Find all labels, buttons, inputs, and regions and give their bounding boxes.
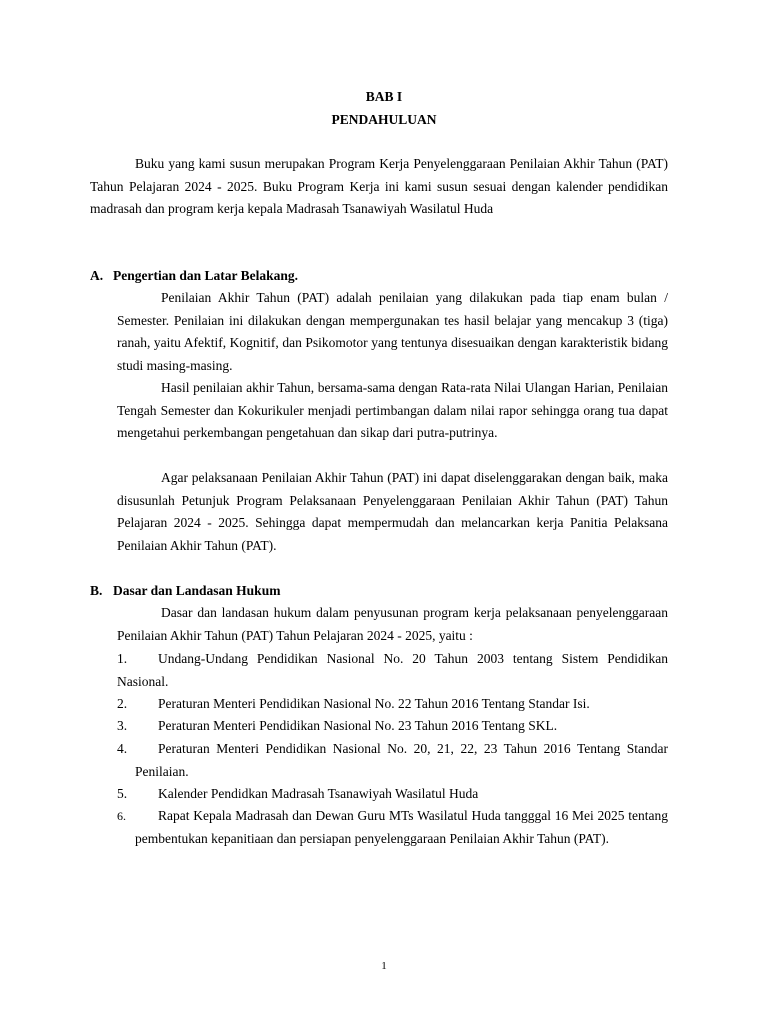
section-a-paragraph-1: Penilaian Akhir Tahun (PAT) adalah penilaian yang dilakukan pada tiap enam bulan / Semester. Penilaian ini dilakukan dengan mempergunakan tes hasil belajar yang mencakup 3 (tiga) ranah, yaitu Afektif, Kognitif, dan Psikomotor yang tentunya disesuaikan dengan karakteristik bidang studi masing-masing. — [117, 290, 668, 373]
section-b-heading — [90, 583, 280, 599]
item-text: Kalender Pendidkan Madrasah Tsanawiyah Wasilatul Huda — [158, 786, 479, 801]
item-text: Peraturan Menteri Pendidikan Nasional No. 20, 21, 22, 23 Tahun 2016 Tentang Standar Penilaian. — [135, 741, 668, 779]
legal-basis-item-1 — [117, 648, 668, 693]
item-number: 4. — [117, 741, 128, 756]
item-text: Peraturan Menteri Pendidikan Nasional No. 22 Tahun 2016 Tentang Standar Isi. — [158, 696, 590, 711]
section-b-title: Dasar dan Landasan Hukum — [113, 583, 281, 598]
legal-basis-item-4 — [117, 738, 668, 783]
section-b-intro: Dasar dan landasan hukum dalam penyusunan program kerja pelaksanaan penyelenggaraan Penilaian Akhir Tahun (PAT) Tahun Pelajaran 2024 - 2025, yaitu : — [117, 605, 668, 643]
intro-paragraph: Buku yang kami susun merupakan Program Kerja Penyelenggaraan Penilaian Akhir Tahun (PAT) Tahun Pelajaran 2024 - 2025. Buku Program Kerja ini kami susun sesuai dengan kalender pendidikan madrasah dan program kerja kepala Madrasah Tsanawiyah Wasilatul Huda — [90, 156, 668, 216]
legal-basis-item-3 — [117, 715, 668, 738]
chapter-title: PENDAHULUAN — [331, 112, 437, 127]
chapter-label: BAB I — [365, 89, 403, 104]
page-number: 1 — [381, 960, 387, 972]
item-number: 2. — [117, 696, 128, 711]
section-a-paragraph-3: Agar pelaksanaan Penilaian Akhir Tahun (PAT) ini dapat diselenggarakan dengan baik, maka disusunlah Petunjuk Program Pelaksanaan Penyelenggaraan Penilaian Akhir Tahun (PAT) Tahun Pelajaran 2024 - 2025. Sehingga dapat mempermudah dan melancarkan kerja Panitia Pelaksana Penilaian Akhir Tahun (PAT). — [117, 470, 668, 553]
item-number: 6. — [117, 809, 126, 823]
section-a-title: Pengertian dan Latar Belakang. — [113, 268, 299, 283]
item-text: Undang-Undang Pendidikan Nasional No. 20 Tahun 2003 tentang Sistem Pendidikan Nasional. — [117, 651, 668, 689]
section-a-paragraph-2: Hasil penilaian akhir Tahun, bersama-sama dengan Rata-rata Nilai Ulangan Harian, Penilaian Tengah Semester dan Kokurikuler menjadi pertimbangan dalam nilai rapor sehingga orang tua dapat mengetahui perkembangan pengetahuan dan sikap dari putra-putrinya. — [117, 380, 668, 440]
item-number: 3. — [117, 718, 128, 733]
legal-basis-item-6 — [117, 805, 668, 850]
legal-basis-item-2 — [117, 693, 668, 716]
item-text: Rapat Kepala Madrasah dan Dewan Guru MTs Wasilatul Huda tangggal 16 Mei 2025 tentang pembentukan kepanitiaan dan persiapan penyelenggaraan Penilaian Akhir Tahun (PAT). — [135, 808, 668, 846]
item-text: Peraturan Menteri Pendidikan Nasional No. 23 Tahun 2016 Tentang SKL. — [158, 718, 558, 733]
item-number: 5. — [117, 786, 128, 801]
item-number: 1. — [117, 651, 128, 666]
legal-basis-item-5 — [117, 783, 668, 806]
section-a-heading — [90, 268, 298, 284]
section-b-letter: B. — [90, 583, 103, 598]
section-a-letter: A. — [90, 268, 104, 283]
